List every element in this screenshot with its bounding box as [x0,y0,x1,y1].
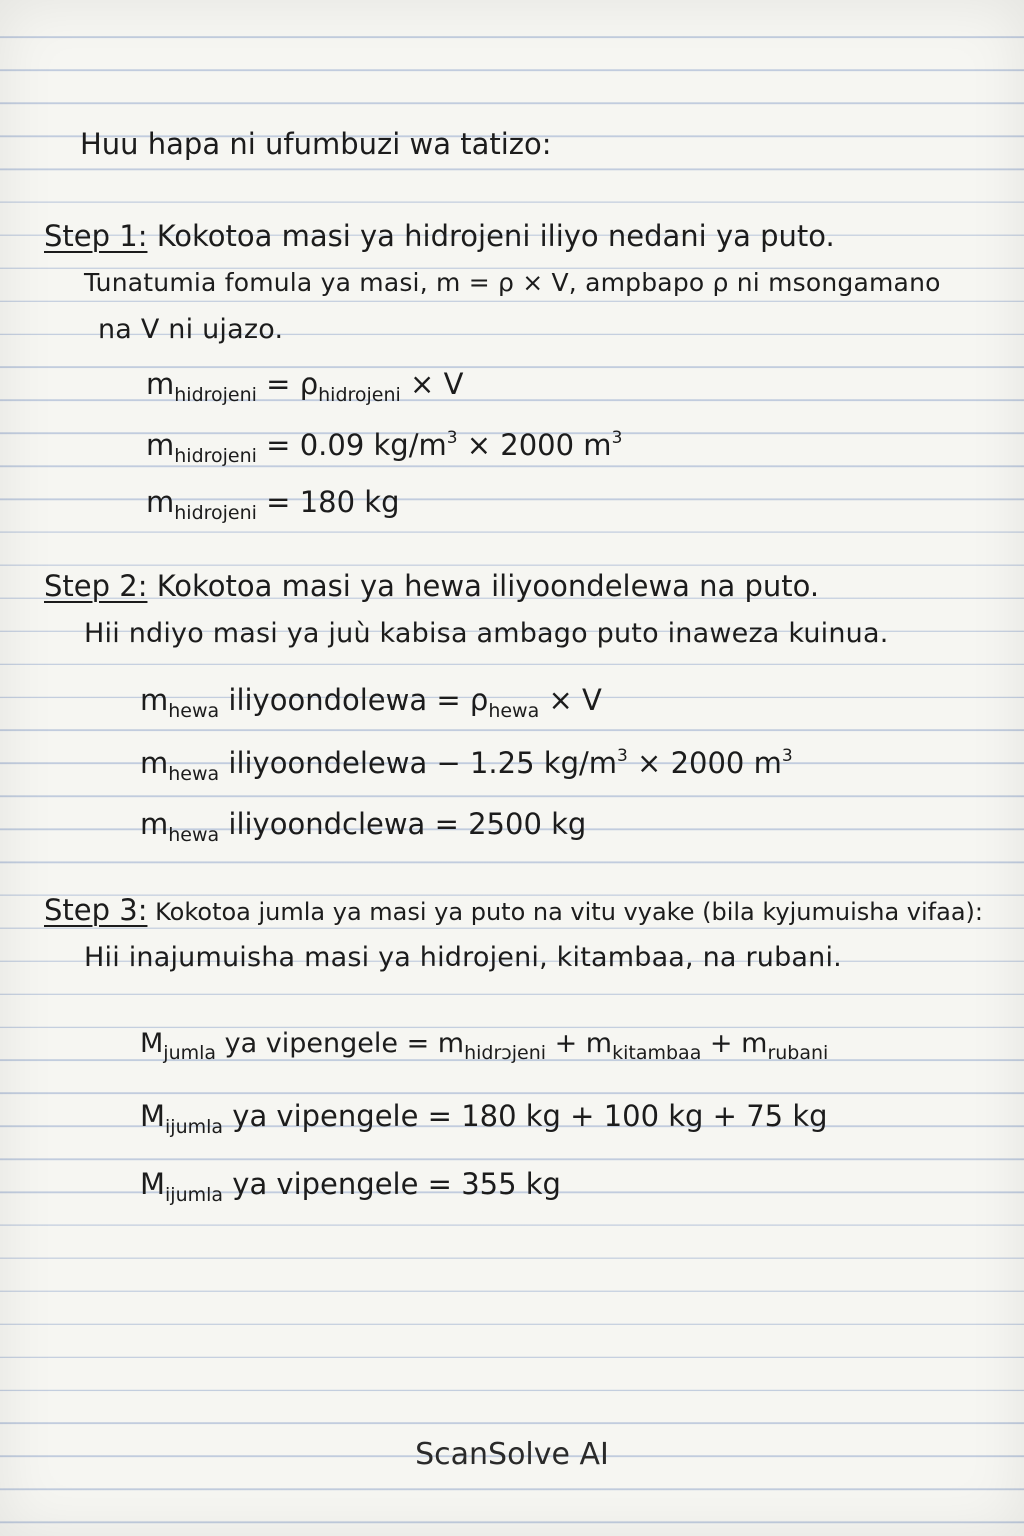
equation-term: kitambaa [612,1042,702,1064]
step-1-label: Step 1: [44,219,148,253]
equation-term: 0.09 kg/m [299,428,447,462]
step-2-title [44,569,820,603]
equation-term: × V [400,367,464,401]
step-2-label: Step 2: [44,569,148,603]
step-3-eq-3-rhs [461,1167,561,1201]
step-2-eq-1-rhs [469,683,602,722]
equation-term: m [437,1028,465,1059]
step-1-eq-2: $m_{hidrojeni} = 0.09$ $kg/m^3 \times 2000$ $m^3$ [146,428,623,467]
intro-text: Huu hapa ni ufumbuzi wa tatizo: [80,127,552,161]
equation-term: × 2000 m [627,746,782,780]
step-1-title [44,219,835,253]
step-1-eq-2-rhs [300,428,623,462]
step-1-desc-line2: na V ni ujazo. [98,314,284,345]
step-3-desc-line1: Hii inajumuisha masi ya hidrojeni, kitambaa, na rubani. [84,942,842,973]
step-3-eq-2: $M_{ijumla}$ ya vipengele = 180 kg + 100 kg + 75 kg [140,1099,828,1138]
step-1-eq-1: $m_{hidrojeni} = \rho_{hidrojeni} \times V$ [146,367,464,406]
equation-term: hidrɔjeni [464,1042,547,1064]
step-2-eq-2-rhs [470,746,793,780]
step-3-eq-2-rhs [461,1099,827,1133]
step-2-eq-1: $m_{hewa}$ iliyoondolewa = $\rho_{hewa} \times V$ [140,683,602,722]
footer-brand: ScanSolve AI [415,1437,609,1472]
equation-term: 3 [446,428,458,448]
equation-term: 180 kg [299,485,400,519]
equation-term: hidrojeni [318,384,401,406]
step-3-label: Step 3: [44,893,148,927]
equation-term: ρ [469,683,489,717]
step-3-title [44,893,983,927]
step-2-heading: Kokotoa masi ya hewa iliyoondelewa na puto. [156,569,820,603]
step-2-eq-2: $m_{hewa}$ iliyoondelewa − 1.25 $kg/m^3 \times 2000$ $m^3$ [140,746,793,785]
equation-term: 180 kg + 100 kg + 75 kg [461,1099,828,1133]
step-2-eq-3-rhs [468,807,586,841]
step-1-eq-3: $m_{hidrojeni} = 180$ kg [146,485,400,524]
equation-term: 355 kg [461,1167,561,1201]
step-3-heading: Kokotoa jumla ya masi ya puto na vitu vyake (bila kyjumuisha vifaa): [155,898,983,926]
step-3-eq-1: $M_{jumla}$ ya vipengele = $m_{hidrɔjeni} + m_{kitambaa} + m_{rubani}$ [140,1028,829,1064]
equation-term: 3 [781,746,793,766]
step-1-heading: Kokotoa masi ya hidrojeni iliyo nedani ya puto. [156,219,835,253]
equation-term: 1.25 kg/m [469,746,617,780]
equation-term: 2500 kg [468,807,587,841]
equation-term: 3 [617,746,628,766]
step-1-eq-3-rhs [300,485,400,519]
equation-term: 3 [611,428,623,448]
equation-term: × V [539,683,602,717]
step-2-desc-line1: Hii ndiyo masi ya juù kabisa ambago puto inaweza kuinua. [84,618,889,649]
equation-term: hewa [488,700,540,722]
step-3-eq-3: $M_{ijumla}$ ya vipengele = 355 kg [140,1167,561,1206]
step-2-eq-3: $m_{hewa}$ iliyoondclewa = 2500 kg [140,807,587,846]
equation-term: rubani [767,1042,829,1064]
step-1-desc-line1: Tunatumia fomula ya masi, m = ρ × V, ampbapo ρ ni msongamano [84,268,941,297]
equation-term: + m [701,1028,768,1059]
equation-term: × 2000 m [457,428,612,462]
equation-term: + m [546,1028,613,1059]
equation-term: ρ [299,367,319,401]
